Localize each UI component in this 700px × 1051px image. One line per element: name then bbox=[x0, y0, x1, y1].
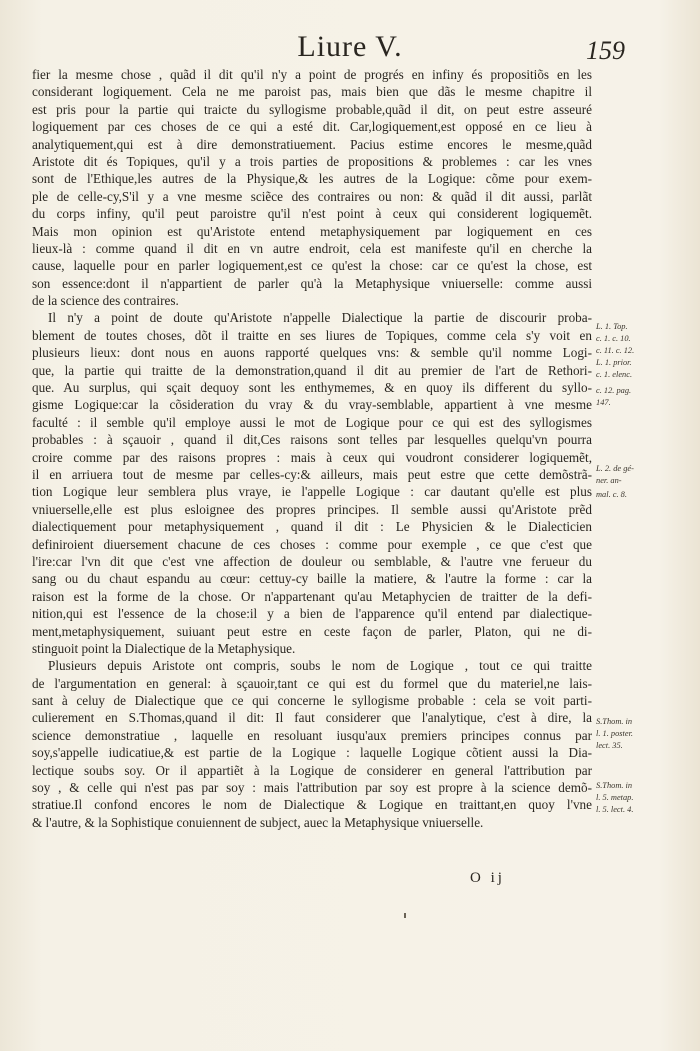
text-line: de l'argumentation en general: à sçauoir,tant ce qui est du formel que du materiel,ne lais- bbox=[32, 675, 592, 691]
text-line: analytiquement,qui est à dire demonstratiuement. Pacius estime encores le mesme,quãd bbox=[32, 136, 592, 152]
text-line: sant à celuy de Dialectique que ce qui concerne le syllogisme probable : cela se voit parti- bbox=[32, 693, 592, 709]
margin-note: S.Thom. in bbox=[596, 717, 633, 726]
text-line: stratiue.Il confond encores le nom de Dialectique & Logique en traittant,en quoy l'vne bbox=[32, 797, 592, 813]
page-title: Liure V. bbox=[297, 30, 403, 63]
text-line: definiroient diuersement chacune de ces choses : comme pour exemple , ce que c'est que bbox=[32, 536, 592, 552]
margin-note: L. 2. de gé- bbox=[596, 464, 634, 473]
text-line: & l'autre, & la Sophistique conuiennent de subject, auec la Metaphysique vniuerselle. bbox=[32, 814, 484, 830]
text-line: culierement en S.Thomas,quand il dit: Il faut considerer que l'analytique, c'est à dire, la bbox=[32, 710, 592, 726]
margin-note: 147. bbox=[596, 398, 611, 407]
margin-note: S.Thom. in bbox=[596, 781, 633, 790]
text-line: Mais mon opinion est qu'Aristote entend metaphysiquement par logiquement en ces bbox=[32, 223, 592, 239]
text-line: il en arriuera tout de mesme par celles-cy:& ailleurs, mais peut estre que cette demõstrã- bbox=[32, 466, 592, 482]
text-line: son essence:dont il n'appartient de parler qu'à la Metaphysique vniuerselle: comme aussi bbox=[32, 275, 592, 291]
text-line: lieux-là : comme quand il dit en vn autre endroit, cela est manifeste qu'il en cherche la bbox=[32, 240, 592, 256]
text-line: raison est la forme de la chose. Or n'appartenant qu'au Metaphycien de traitter de la defi- bbox=[32, 588, 592, 604]
margin-note: c. 12. pag. bbox=[596, 386, 632, 395]
text-line: soy,s'appelle iudicatiue,& est partie de la Logique : laquelle Logique cõtient aussi la Dia- bbox=[32, 745, 592, 761]
signature-mark: O ij bbox=[470, 870, 505, 886]
text-line: science demonstratiue , laquelle en resoluant iusqu'aux premiers principes connus par bbox=[32, 727, 592, 743]
margin-note: ner. an- bbox=[596, 476, 622, 485]
text-line: considerant logiquement. Cela ne me paroist pas, mais bien que dãs le mesme chapitre il bbox=[32, 84, 592, 100]
text-line: du corps infiny, qu'il peut paroistre qu'il n'est point à ceux qui considerent logiquemẽt. bbox=[32, 206, 592, 222]
margin-note: l. 5. lect. 4. bbox=[596, 805, 634, 814]
margin-note: mal. c. 8. bbox=[596, 490, 627, 499]
text-line: Plusieurs depuis Aristote ont compris, soubs le nom de Logique , tout ce qui traitte bbox=[48, 658, 592, 674]
text-line: dialectiquement pour metaphysiquement , quand il dit : Le Physicien & le Dialecticien bbox=[32, 519, 592, 535]
text-line: sont de l'Ethique,les autres de la Physique,& les autres de la Logique: cõme pour exem- bbox=[32, 171, 592, 187]
text-line: est pris pour la partie qui traicte du syllogisme probable,quãd il dit, on peut estre asseuré bbox=[32, 101, 592, 117]
text-line: plusieurs lieux: dont nous en auons rapporté quelques vns: & semble qu'il nomme Logi- bbox=[32, 345, 592, 361]
text-line: logiquement par ces choses de ce qui a esté dit. Car,logiquement,est opposé en ce lieu à bbox=[32, 119, 592, 135]
margin-note: c. 1. elenc. bbox=[596, 370, 633, 379]
text-line: soy , & celle qui n'est pas par soy : mais l'attribution par soy est propre à la science demõ- bbox=[32, 780, 592, 796]
text-line: stinguoit point la Dialectique de la Metaphysique. bbox=[32, 640, 296, 656]
text-line: blement de toutes choses, dõt il traitte en ses liures de Topiques, comme cela s'y voit en bbox=[32, 327, 592, 343]
text-line: fier la mesme chose , quãd il dit qu'il n'y a point de progrés en infiny és propositiõs en les bbox=[32, 67, 592, 82]
text-line: cause, laquelle pour en parler logiquement,est ce qu'est la chose: car ce qu'est la chose, est bbox=[32, 258, 592, 274]
text-line: sang ou du chaut espandu au cœur: cettuy-cy baille la matiere, & l'autre la forme : car la bbox=[32, 571, 592, 587]
margin-note: l. 1. poster. bbox=[596, 729, 633, 738]
text-line: que. Au surplus, qui sçait dequoy sont les enthymemes, & en quoy ils different du syllo- bbox=[32, 380, 592, 396]
text-line: vniuerselle,elle est plus esloignee des propres principes. Il semble aussi qu'Aristote prẽd bbox=[32, 501, 592, 517]
text-line: que, la partie qui traitte de la demonstration,quand il dit au premier de l'art de Rethori- bbox=[32, 362, 592, 378]
body-text bbox=[32, 66, 592, 831]
text-line: croire comme par des raisons propres : mais à ceux qui voudront considerer logiquemẽt, bbox=[32, 449, 592, 465]
text-line: tion Logique leur semblera plus vraye, ie l'appelle Logique : car dautant qu'elle est plus bbox=[32, 484, 592, 500]
text-line: gisme Logique:car la cõsideration du vray & du vray-semblable, appartient à vne mesme bbox=[32, 397, 592, 413]
text-line: de la science des contraires. bbox=[32, 293, 179, 309]
text-line: faculté : il semble qu'il employe aussi le mot de Logique pour ce qui est des syllogismes bbox=[32, 414, 592, 430]
text-line: l'ire:car l'vn dit que c'est vne affection de douleur ou semblable, & l'autre vne ferueur du bbox=[32, 553, 592, 569]
margin-note: l. 5. metap. bbox=[596, 793, 634, 802]
margin-note: L. 1. prior. bbox=[596, 358, 632, 367]
text-line: probables : à sçauoir , quand il dit,Ces raisons sont telles par lesquelles quelqu'vn pourra bbox=[32, 432, 592, 448]
page-number: 159 bbox=[586, 36, 625, 65]
text-line: nition,qui est l'essence de la chose:il y a bien de l'apparence qu'il entend par dialectique- bbox=[32, 606, 592, 622]
text-line: ment,metaphysiquement, suiuant peut estre en ceste façon de parler, Platon, qui ne di- bbox=[32, 623, 592, 639]
text-line: Aristote dit és Topiques, qu'il y a trois parties de propositions & problemes : car les vnes bbox=[32, 153, 592, 169]
margin-note: c. 1. c. 10. bbox=[596, 334, 631, 343]
text-line: lectique soubs soy. Or il appartiẽt à la Logique de considerer en general l'attribution par bbox=[32, 762, 592, 778]
text-line: ple de celle-cy,S'il y a vne mesme sciẽce des contraires ou non: & quãd il dit aussi, parlãt bbox=[32, 188, 592, 204]
text-line: Il n'y a point de doute qu'Aristote n'appelle Dialectique la partie de discourir proba- bbox=[48, 310, 592, 326]
margin-note: c. 11. c. 12. bbox=[596, 346, 635, 355]
margin-note: lect. 35. bbox=[596, 741, 623, 750]
ink-speck bbox=[404, 913, 406, 918]
margin-note: L. 1. Top. bbox=[596, 322, 628, 331]
